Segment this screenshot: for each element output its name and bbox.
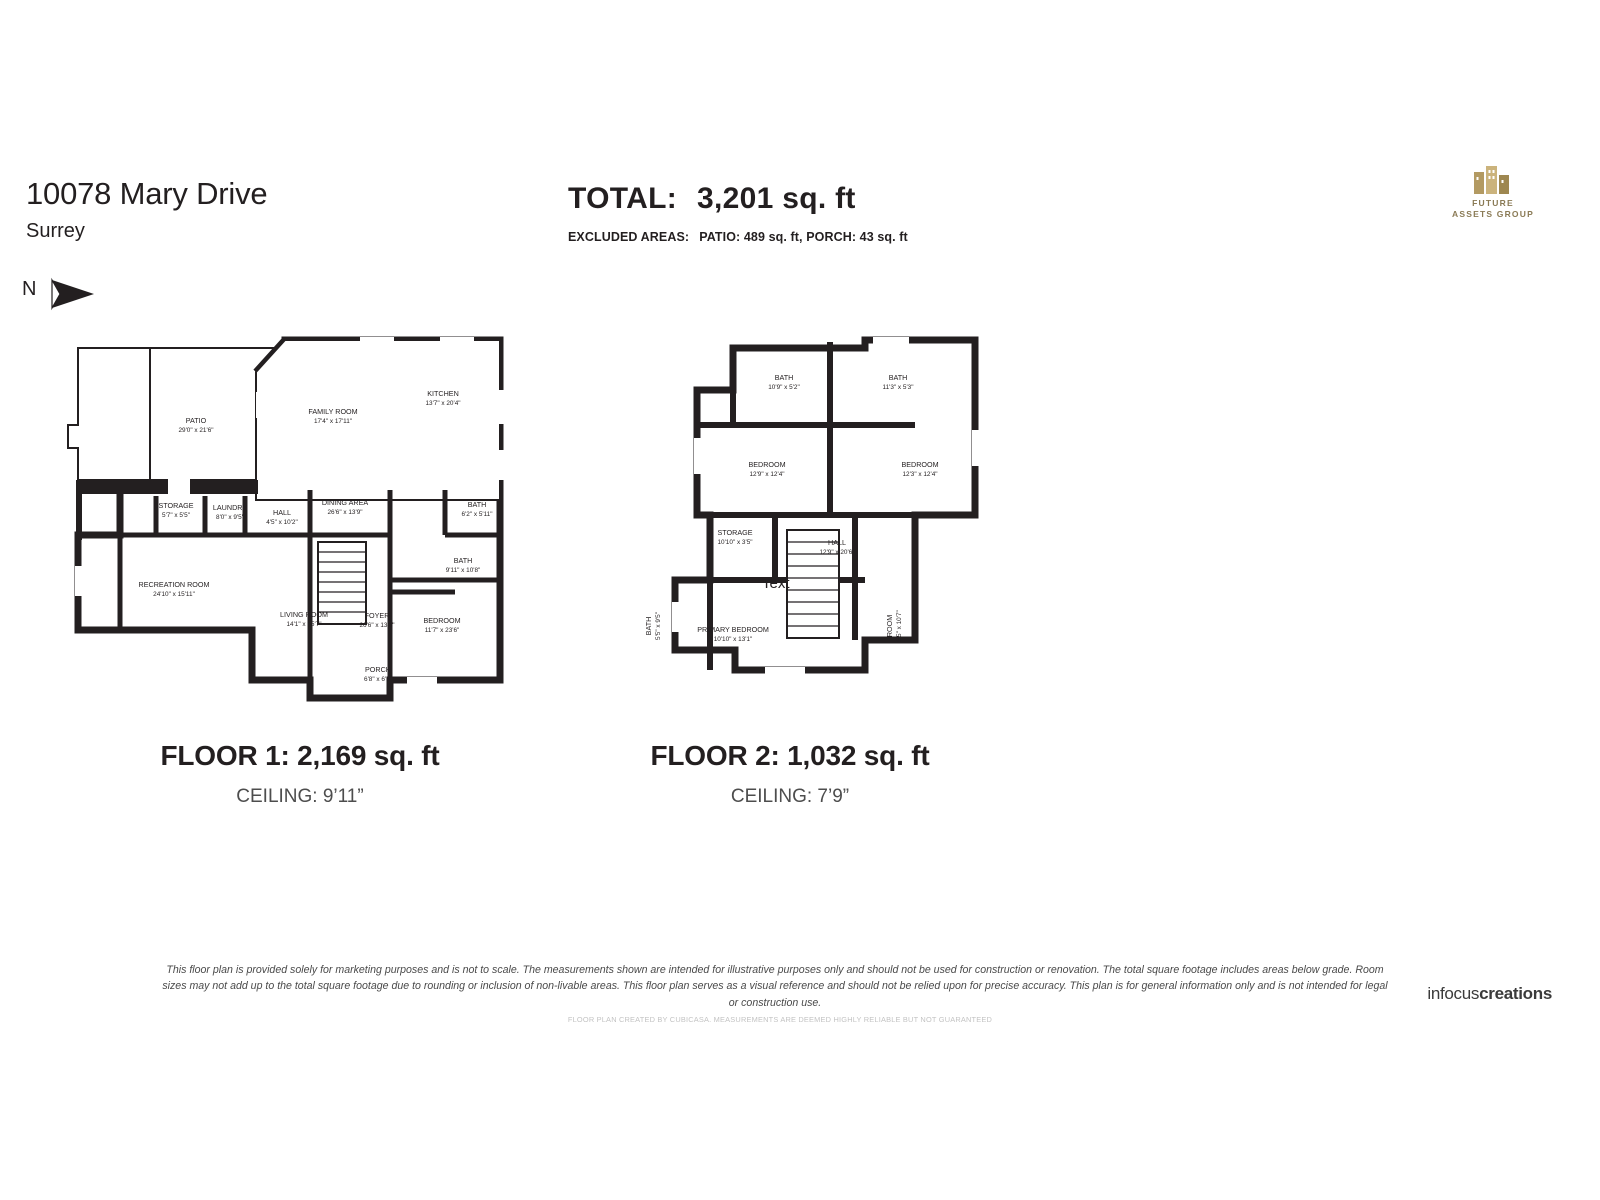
address-block — [26, 178, 267, 243]
room-dimensions: 29'0" x 21'6" — [178, 427, 214, 434]
room-name: KITCHEN — [427, 389, 459, 398]
excluded-label: EXCLUDED AREAS: — [568, 230, 690, 244]
room-label — [158, 501, 193, 519]
brand-logo — [1438, 162, 1548, 219]
text-annotation: Text — [762, 575, 790, 592]
room-name: HALL — [828, 538, 846, 547]
north-letter: N — [22, 278, 37, 300]
room-name: BEDROOM — [423, 616, 461, 625]
room-dimensions: 5'5" x 10'7" — [896, 610, 903, 642]
floor-2-plan — [615, 330, 1035, 720]
room-label — [446, 556, 481, 574]
infocus-logo-thin: infocus — [1427, 984, 1480, 1003]
total-label: TOTAL: — [568, 182, 677, 215]
total-area-block — [568, 182, 1268, 244]
building-icon — [1470, 162, 1516, 194]
room-label — [266, 508, 298, 526]
room-name: FOYER — [364, 611, 390, 620]
room-dimensions: 6'8" x 6'5" — [364, 676, 392, 683]
floor-2-caption — [560, 740, 1020, 808]
room-dimensions: 26'6" x 13'9" — [327, 509, 363, 516]
floor-1-title: FLOOR 1: 2,169 sq. ft — [160, 740, 440, 771]
room-dimensions: 14'1" x 15'7" — [286, 621, 322, 628]
room-name: BEDROOM — [901, 460, 939, 469]
total-value: 3,201 sq. ft — [697, 182, 856, 215]
infocus-logo-bold: creations — [1479, 984, 1552, 1003]
brand-name-line2: ASSETS GROUP — [1452, 208, 1534, 219]
room-dimensions: 11'3" x 5'3" — [882, 384, 914, 391]
excluded-value: PATIO: 489 sq. ft, PORCH: 43 sq. ft — [699, 230, 908, 244]
infocus-creations-logo — [1427, 984, 1552, 1004]
room-dimensions: 24'10" x 15'11" — [153, 591, 195, 598]
brand-name-line1: FUTURE — [1472, 198, 1514, 208]
room-dimensions: 10'9" x 5'2" — [768, 384, 800, 391]
room-name: PRIMARY BEDROOM — [697, 625, 769, 634]
room-name: BATH — [888, 373, 908, 382]
room-name: PORCH — [365, 665, 391, 674]
north-arrow-icon — [22, 274, 112, 312]
room-name: RECREATION ROOM — [138, 580, 210, 589]
floor-1-ceiling: CEILING: 9’11” — [236, 786, 364, 807]
room-name: BATH — [644, 616, 653, 636]
room-label — [423, 616, 460, 634]
city-label: Surrey — [26, 219, 85, 242]
room-name: STORAGE — [717, 528, 753, 537]
room-dimensions: 17'4" x 17'11" — [313, 418, 353, 425]
room-dimensions: 5'5" x 9'5" — [655, 612, 662, 640]
room-dimensions: 9'11" x 10'8" — [445, 567, 481, 574]
floor-2-title: FLOOR 2: 1,032 sq. ft — [650, 740, 930, 771]
room-dimensions: 6'2" x 5'11" — [461, 511, 493, 518]
floor-1-caption — [70, 740, 530, 808]
room-name: LIVING ROOM — [280, 610, 328, 619]
room-name: LAUNDRY — [212, 503, 248, 512]
room-name: BATH — [774, 373, 794, 382]
room-name: BATH — [467, 500, 487, 509]
room-dimensions: 26'6" x 13'9" — [359, 622, 395, 629]
room-dimensions: 12'3" x 12'4" — [902, 471, 938, 478]
room-dimensions: 8'0" x 9'5" — [216, 514, 244, 521]
room-dimensions: 13'7" x 20'4" — [425, 400, 461, 407]
sub-disclaimer-text: FLOOR PLAN CREATED BY CUBICASA. MEASUREMENTS ARE DEEMED HIGHLY RELIABLE BUT NOT GUARANTEED — [567, 1015, 993, 1024]
room-dimensions: 12'9" x 20'6" — [819, 549, 855, 556]
room-name: BEDROOM — [748, 460, 786, 469]
room-label — [461, 500, 492, 518]
room-label — [213, 503, 247, 521]
room-name: HALL — [273, 508, 291, 517]
room-label — [322, 498, 369, 516]
room-name: BATH — [453, 556, 473, 565]
disclaimer-text: This floor plan is provided solely for marketing purposes and is not to scale. The measurements shown are intended for illustrative purposes only and should not be used for construction or renovation. The total square footage includes areas below grade. Room sizes may not add up to the total square footage due to rounding or inclusion of non-livable areas. This floor plan serves as a visual reference and should not be relied upon for precise accuracy. This plan is for general information only and is not intended for legal or construction use. — [162, 964, 1388, 1009]
room-dimensions: 4'5" x 10'2" — [266, 519, 298, 526]
total-line — [568, 182, 1268, 216]
room-name: STORAGE — [158, 501, 194, 510]
room-dimensions: 5'7" x 5'5" — [162, 512, 190, 519]
room-dimensions: 11'7" x 23'6" — [424, 627, 460, 634]
floor-1-plan — [60, 330, 540, 720]
room-label — [644, 612, 662, 640]
room-label — [139, 580, 210, 598]
room-name: DINING AREA — [321, 498, 369, 507]
room-dimensions: 10'10" x 3'5" — [717, 539, 753, 546]
room-dimensions: 12'9" x 12'4" — [749, 471, 785, 478]
room-name: FAMILY ROOM — [308, 407, 358, 416]
excluded-areas-line — [568, 230, 1268, 244]
floor-2-ceiling: CEILING: 7’9” — [730, 786, 850, 807]
room-name: PATIO — [185, 416, 207, 425]
page-title: 10078 Mary Drive — [26, 176, 268, 211]
floor-2-walls — [672, 337, 980, 674]
room-name: ROOM — [885, 614, 894, 638]
room-dimensions: 10'10" x 13'1" — [713, 636, 753, 643]
